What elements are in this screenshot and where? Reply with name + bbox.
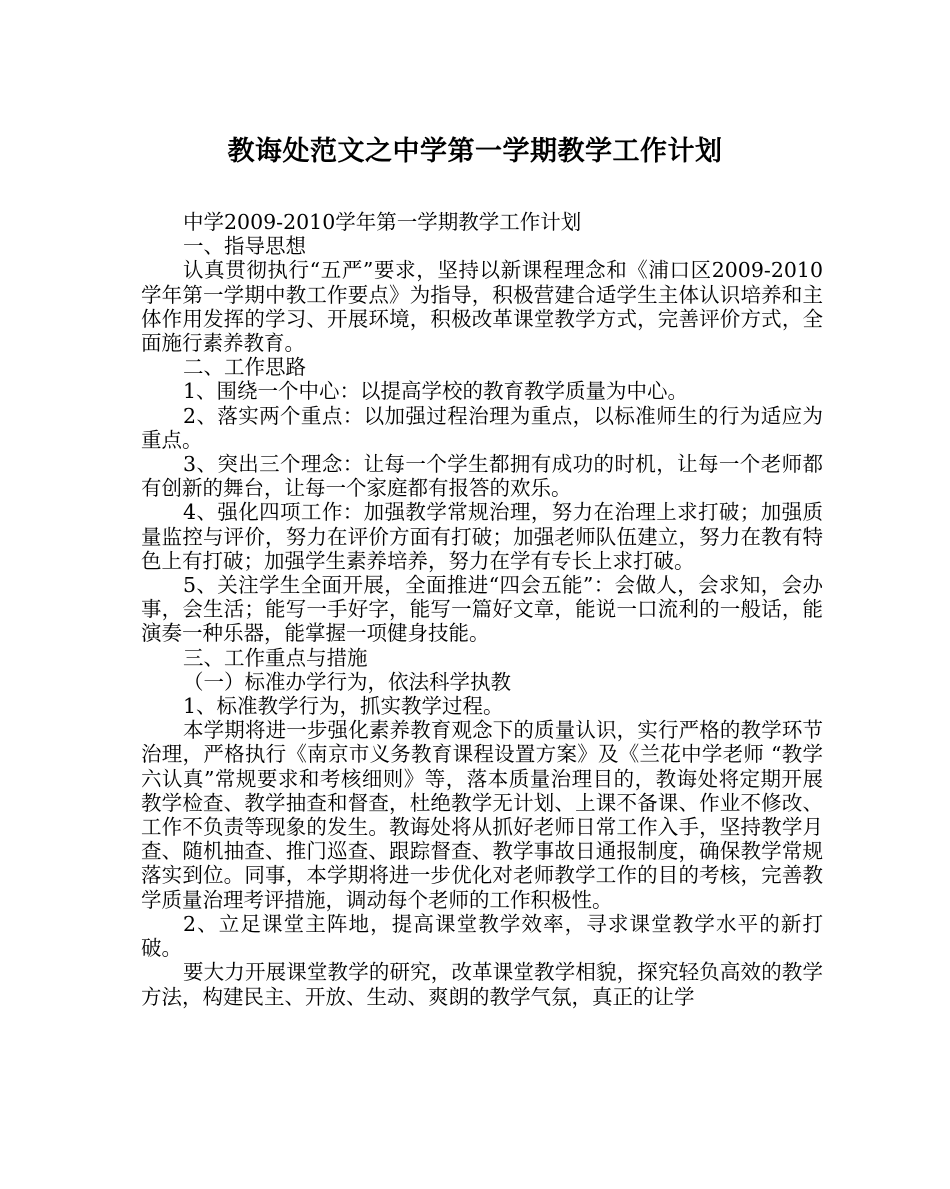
measure-item-2: 2、立足课堂主阵地，提高课堂教学效率，寻求课堂教学水平的新打破。: [141, 911, 823, 961]
measure-item-1: 1、标准教学行为，抓实教学过程。: [183, 694, 504, 719]
document-body: [141, 210, 823, 1009]
section-heading-guiding-thought: 一、指导思想: [183, 234, 306, 259]
section-heading-work-ideas: 二、工作思路: [183, 355, 306, 380]
document-title: 教诲处范文之中学第一学期教学工作计划: [227, 136, 723, 167]
work-idea-item-2: 2、落实两个重点：以加强过程治理为重点，以标准师生的行为适应为重点。: [141, 403, 823, 452]
paragraph-measure-2: 要大力开展课堂教学的研究，改革课堂教学相貌，探究轻负高效的教学方法，构建民主、开放、生动、爽朗的教学气氛，真正的让学: [141, 960, 823, 1009]
plan-heading: 中学2009-2010学年第一学期教学工作计划: [183, 210, 582, 234]
paragraph-measure-1: 本学期将进一步强化素养教育观念下的质量认识，实行严格的教学环节治理，严格执行《南京市义务教育课程设置方案》及《兰花中学老师 “教学六认真”常规要求和考核细则》等，落本质量治理目的，教诲处将定期开展教学检查、教学抽查和督查，杜绝教学无计划、上课不备课、作业不修改、工作不负责等现象的发生。教诲处将从抓好老师日常工作入手，坚持教学月查、随机抽查、推门巡查、跟踪督查、教学事故日通报制度，确保教学常规落实到位。同事，本学期将进一步优化对老师教学工作的目的考核，完善教学质量治理考评措施，调动每个老师的工作积极性。: [141, 718, 823, 912]
section-heading-key-measures: 三、工作重点与措施: [183, 645, 368, 670]
work-idea-item-3: 3、突出三个理念：让每一个学生都拥有成功的时机，让每一个老师都有创新的舞台，让每一个家庭都有报答的欢乐。: [141, 452, 823, 501]
paragraph-guiding-thought: 认真贯彻执行“五严”要求，坚持以新课程理念和《浦口区2009-2010学年第一学期中教工作要点》为指导，积极营建合适学生主体认识培养和主体作用发挥的学习、开展环境，积极改革课堂教学方式，完善评价方式，全面施行素养教育。: [141, 258, 823, 356]
work-idea-item-5: 5、关注学生全面开展，全面推进“四会五能”：会做人，会求知，会办事，会生活；能写一手好字，能写一篇好文章，能说一口流利的一般话，能演奏一种乐器，能掌握一项健身技能。: [141, 573, 823, 646]
work-idea-item-1: 1、围绕一个中心：以提高学校的教育教学质量为中心。: [183, 379, 689, 404]
subsection-heading-1: （一）标准办学行为，依法科学执教: [183, 669, 511, 694]
work-idea-item-4: 4、强化四项工作：加强教学常规治理，努力在治理上求打破；加强质量监控与评价，努力在评价方面有打破；加强老师队伍建立，努力在教有特色上有打破；加强学生素养培养，努力在学有专长上求打破。: [141, 500, 823, 573]
